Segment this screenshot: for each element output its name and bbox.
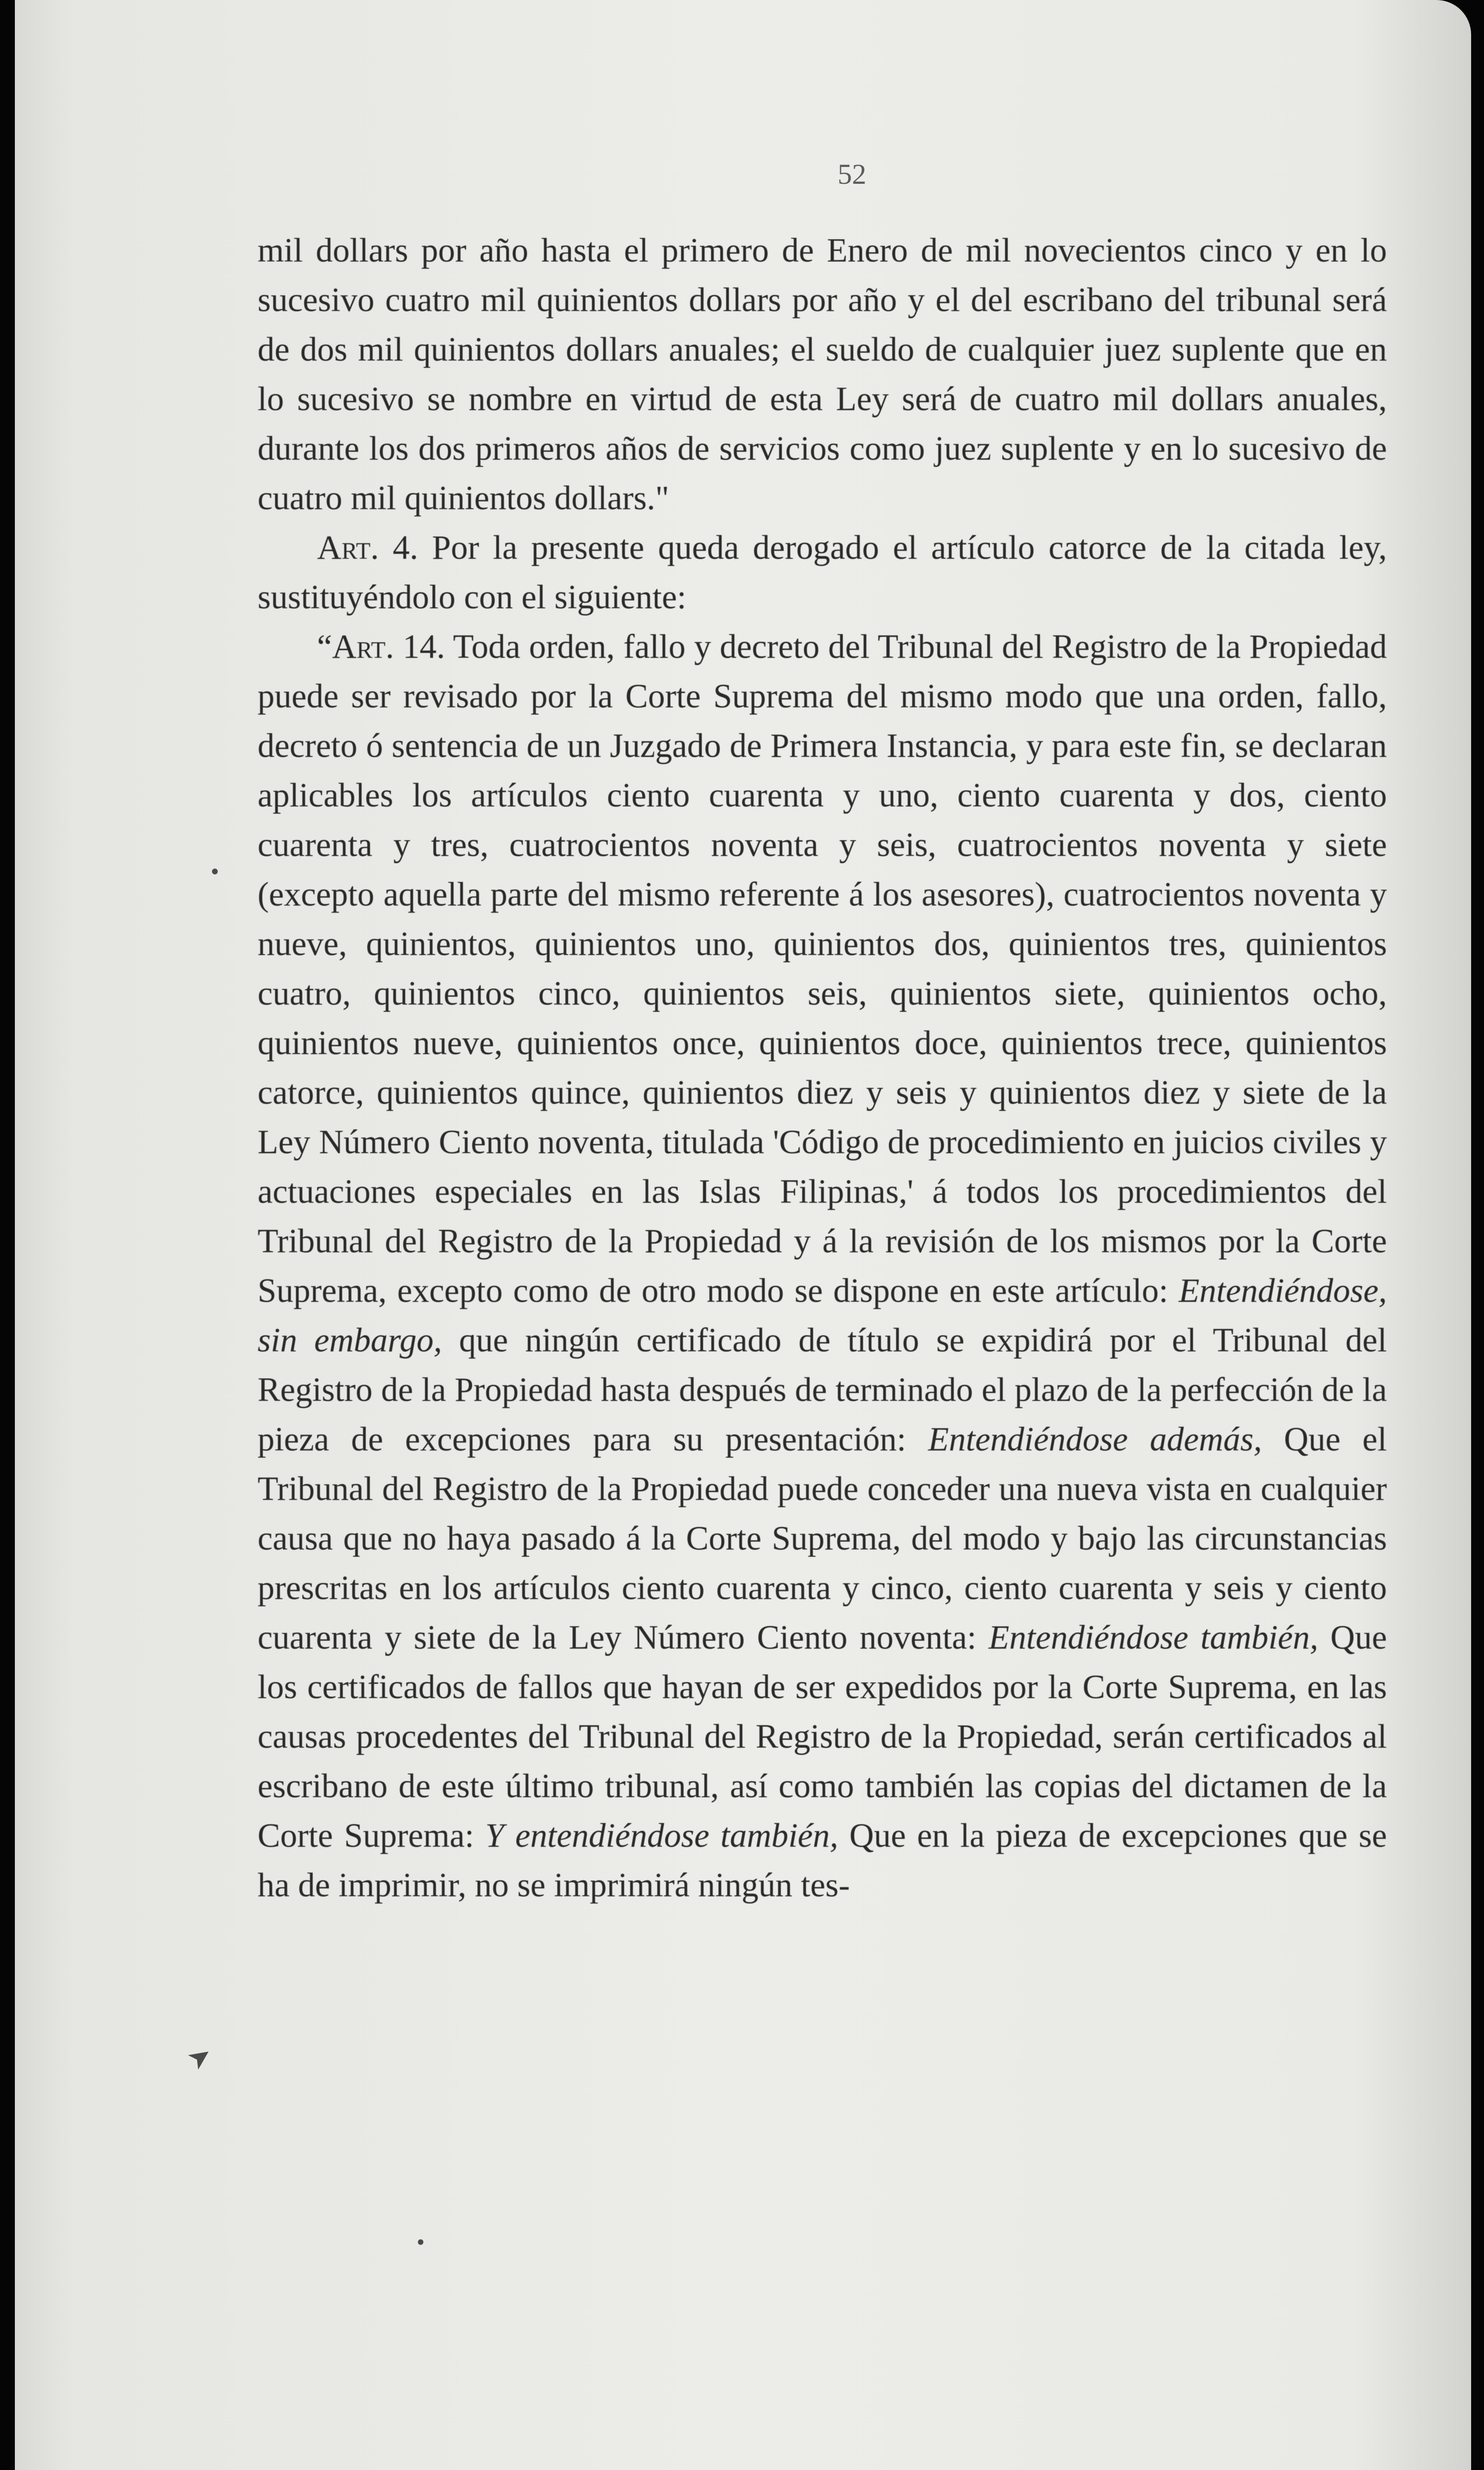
paragraph-text: Que el Tribunal del Registro de la Propiedad puede conceder una nueva vista en cualquier causa que no haya pasado á la Corte Suprema, del modo y bajo las circunstancias prescritas en los artículos ciento cuarenta y cinco, ciento cuarenta y seis y ciento cuarenta y siete de la Ley Número Ciento noventa: xyxy=(258,1420,1387,1656)
paragraph-text: Por la presente queda derogado el artículo catorce de la citada ley, sustituyéndolo con el siguiente: xyxy=(258,529,1387,616)
paragraph-article-14 xyxy=(258,622,1387,1910)
margin-dot-mark: • xyxy=(209,861,221,884)
page-number: 52 xyxy=(838,158,866,190)
proviso-italic: Entendiéndose también, xyxy=(988,1618,1319,1656)
paragraph-text: Que en la pieza de excepciones que se ha de imprimir, no se imprimirá ningún tes- xyxy=(258,1817,1387,1904)
margin-dot-mark: • xyxy=(415,2232,426,2254)
paragraph-continuation xyxy=(258,225,1387,523)
paragraph-text: mil dollars por año hasta el primero de Enero de mil novecientos cinco y en lo sucesivo cuatro mil quinientos dollars por año y el del escribano del tribunal será de dos mil quinientos dollars anuales; el sueldo de cualquier juez suplente que en lo sucesivo se nombre en virtud de esta Ley será de cuatro mil dollars anuales, durante los dos primeros años de servicios como juez suplente y en lo sucesivo de cuatro mil quinientos dollars." xyxy=(258,231,1387,517)
paragraph-article-4 xyxy=(258,523,1387,622)
body-text xyxy=(258,225,1387,1910)
proviso-italic: Entendiéndose, sin embargo, xyxy=(258,1272,1387,1359)
margin-arrow-mark: ➤ xyxy=(181,2037,219,2077)
proviso-italic: Y entendiéndose también, xyxy=(485,1817,839,1854)
proviso-italic: Entendiéndose además, xyxy=(928,1420,1262,1458)
paragraph-text: que ningún certificado de título se expidirá por el Tribunal del Registro de la Propiedad hasta después de terminado el plazo de la perfección de la pieza de excepciones para su presentación: xyxy=(258,1321,1387,1458)
article-label: “Art. 14. xyxy=(317,628,445,665)
paragraph-text: Toda orden, fallo y decreto del Tribunal del Registro de la Propiedad puede ser revisado por la Corte Suprema del mismo modo que una orden, fallo, decreto ó sentencia de un Juzgado de Primera Instancia, y para este fin, se declaran aplicables los artículos ciento cuarenta y uno, ciento cuarenta y dos, ciento cuarenta y tres, cuatrocientos noventa y seis, cuatrocientos noventa y siete (excepto aquella parte del mismo referente á los asesores), cuatrocientos noventa y nueve, quinientos, quinientos uno, quinientos dos, quinientos tres, quinientos cuatro, quinientos cinco, quinientos seis, quinientos siete, quinientos ocho, quinientos nueve, quinientos once, quinientos doce, quinientos trece, quinientos catorce, quinientos quince, quinientos diez y seis y quinientos diez y siete de la Ley Número Ciento noventa, titulada 'Código de procedimiento en juicios civiles y actuaciones especiales en las Islas Filipinas,' á todos los procedimientos del Tribunal del Registro de la Propiedad y á la revisión de los mismos por la Corte Suprema, excepto como de otro modo se dispone en este artículo: xyxy=(258,628,1387,1309)
paragraph-text: Que los certificados de fallos que hayan de ser expedidos por la Corte Suprema, en las causas procedentes del Tribunal del Registro de la Propiedad, serán certificados al escribano de este último tribunal, así como también las copias del dictamen de la Corte Suprema: xyxy=(258,1618,1387,1854)
book-page xyxy=(15,0,1471,2470)
article-label: Art. 4. xyxy=(317,529,419,566)
